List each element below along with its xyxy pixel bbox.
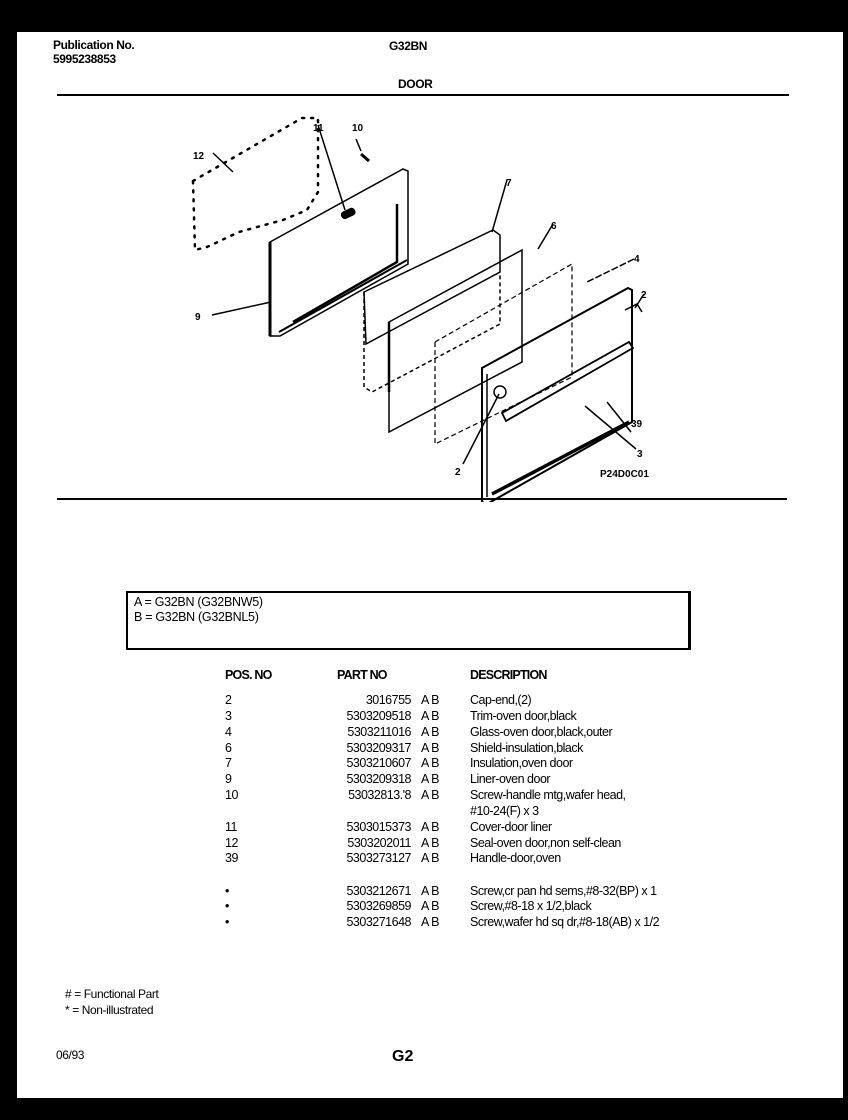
- diagram-bottom-rule: [57, 498, 787, 500]
- table-row: 39 5303273127 A B Handle-door,oven: [225, 851, 561, 865]
- publication-number: 5995238853: [53, 52, 116, 66]
- table-row: • 5303269859 A B Screw,#8-18 x 1/2,black: [225, 899, 592, 913]
- legend-line-a: A = G32BN (G32BNW5): [134, 595, 263, 609]
- exploded-door-diagram: [17, 32, 843, 502]
- table-row-continuation: #10-24(F) x 3: [470, 804, 539, 818]
- callout-12: 12: [193, 151, 205, 162]
- page-number: G2: [392, 1048, 414, 1065]
- table-row: 4 5303211016 A B Glass-oven door,black,outer: [225, 725, 613, 739]
- parts-page: [17, 32, 843, 1098]
- drawing-id: P24D0C01: [600, 469, 649, 480]
- callout-39: 39: [631, 419, 643, 430]
- table-row: 6 5303209317 A B Shield-insulation,black: [225, 741, 583, 755]
- callout-10: 10: [352, 123, 364, 134]
- model-legend-box: [126, 591, 691, 650]
- callout-4: 4: [634, 254, 640, 265]
- table-row: 12 5303202011 A B Seal-oven door,non self-clean: [225, 836, 621, 850]
- callout-6: 6: [551, 221, 557, 232]
- footnote-functional-part: # = Functional Part: [65, 987, 159, 1001]
- table-row: 2 3016755 A B Cap-end,(2): [225, 693, 532, 707]
- col-header-pos: POS. NO: [225, 668, 272, 682]
- callout-7: 7: [506, 178, 512, 189]
- table-row: 3 5303209518 A B Trim-oven door,black: [225, 709, 577, 723]
- table-row: • 5303212671 A B Screw,cr pan hd sems,#8-32(BP) x 1: [225, 884, 657, 898]
- callout-9: 9: [195, 312, 201, 323]
- table-row: • 5303271648 A B Screw,wafer hd sq dr,#8-18(AB) x 1/2: [225, 915, 660, 929]
- callout-11: 11: [313, 123, 324, 134]
- callout-3: 3: [637, 449, 643, 460]
- table-row: 11 5303015373 A B Cover-door liner: [225, 820, 552, 834]
- table-row: 9 5303209318 A B Liner-oven door: [225, 772, 551, 786]
- table-row: 10 53032813.'8 A B Screw-handle mtg,wafer head,: [225, 788, 626, 802]
- revision-date: 06/93: [56, 1048, 85, 1062]
- legend-line-b: B = G32BN (G32BNL5): [134, 610, 259, 624]
- model-number: G32BN: [389, 39, 428, 53]
- col-header-part: PART NO: [337, 668, 387, 682]
- callout-2-left: 2: [455, 467, 461, 478]
- section-title: DOOR: [398, 77, 433, 91]
- publication-label: Publication No.: [53, 38, 135, 52]
- table-row: 7 5303210607 A B Insulation,oven door: [225, 756, 573, 770]
- col-header-description: DESCRIPTION: [470, 668, 547, 682]
- footnote-non-illustrated: * = Non-illustrated: [65, 1003, 154, 1017]
- callout-2-right: 2: [641, 290, 647, 301]
